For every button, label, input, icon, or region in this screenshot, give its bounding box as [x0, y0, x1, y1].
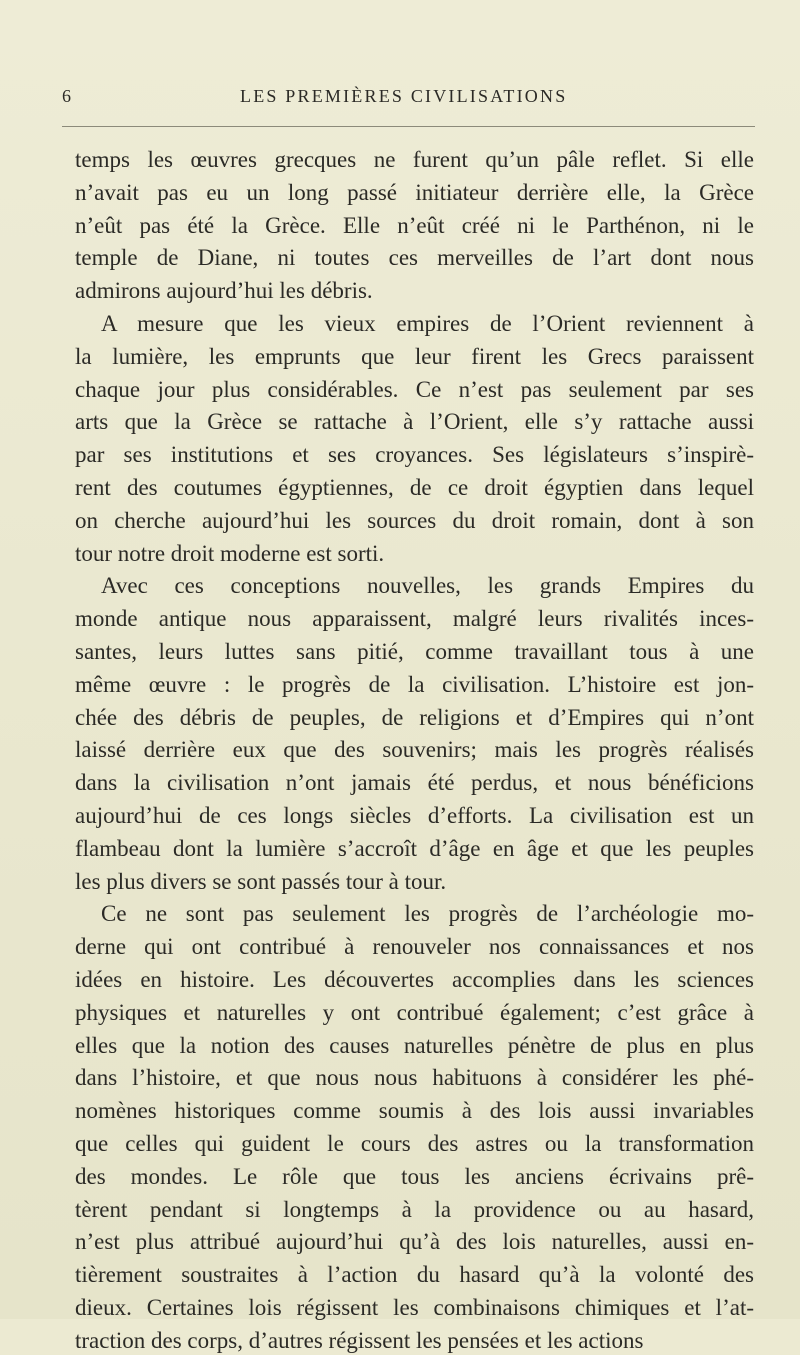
page-header [62, 86, 762, 116]
text-line: la lumière, les emprunts que leur firent les Grecs paraissent [75, 343, 754, 369]
text-line: tour notre droit moderne est sorti. [75, 540, 385, 566]
text-line: n’eût pas été la Grèce. Elle n’eût créé ni le Parthénon, ni le [75, 212, 754, 238]
text-line: traction des corps, d’autres régissent les pensées et les actions [75, 1327, 644, 1353]
running-title: LES PREMIÈRES CIVILISATIONS [240, 86, 568, 106]
text-line: rent des coutumes égyptiennes, de ce droit égyptien dans lequel [75, 475, 754, 500]
text-line: A mesure que les vieux empires de l’Orient reviennent à [101, 311, 754, 336]
text-line: dieux. Certaines lois régissent les combinaisons chimiques et l’at- [75, 1295, 754, 1320]
text-line: dans l’histoire, et que nous nous habituons à considérer les phé- [75, 1065, 754, 1091]
text-line: que celles qui guident le cours des astres ou la transformation [75, 1131, 754, 1156]
text-line: chée des débris de peuples, de religions et d’Empires qui n’ont [75, 704, 754, 730]
text-line: Avec ces conceptions nouvelles, les grands Empires du [101, 573, 754, 599]
text-line: physiques et naturelles y ont contribué également; c’est grâce à [75, 999, 754, 1025]
text-line: laissé derrière eux que des souvenirs; mais les progrès réalisés [75, 737, 754, 763]
text-line: même œuvre : le progrès de la civilisation. L’histoire est jon- [75, 671, 754, 697]
text-line: n’est plus attribué aujourd’hui qu’à des lois naturelles, aussi en- [75, 1229, 754, 1255]
text-line: par ses institutions et ses croyances. Ses législateurs s’inspirè- [75, 442, 754, 468]
text-line: tièrement soustraites à l’action du hasard qu’à la volonté des [75, 1262, 754, 1288]
text-line: on cherche aujourd’hui les sources du droit romain, dont à son [75, 507, 754, 533]
text-line: n’avait pas eu un long passé initiateur derrière elle, la Grèce [75, 179, 754, 205]
text-line: chaque jour plus considérables. Ce n’est pas seulement par ses [75, 376, 754, 402]
text-line: idées en histoire. Les découvertes accomplies dans les sciences [75, 967, 754, 992]
text-line: nomènes historiques comme soumis à des lois aussi invariables [75, 1098, 754, 1124]
text-line: monde antique nous apparaissent, malgré leurs rivalités inces- [75, 606, 754, 632]
text-line: temps les œuvres grecques ne furent qu’un pâle reflet. Si elle [75, 147, 754, 172]
text-line: des mondes. Le rôle que tous les anciens écrivains prê- [75, 1163, 754, 1189]
text-line: les plus divers se sont passés tour à tour. [75, 868, 447, 894]
text-line: santes, leurs luttes sans pitié, comme travaillant tous à une [75, 639, 754, 664]
text-line: elles que la notion des causes naturelles pénètre de plus en plus [75, 1032, 754, 1058]
text-line: Ce ne sont pas seulement les progrès de l’archéologie mo- [101, 901, 754, 927]
text-line: flambeau dont la lumière s’accroît d’âge en âge et que les peuples [75, 835, 754, 861]
text-line: derne qui ont contribué à renouveler nos connaissances et nos [75, 934, 754, 960]
text-line: tèrent pendant si longtemps à la providence ou au hasard, [75, 1196, 754, 1222]
text-line: aujourd’hui de ces longs siècles d’efforts. La civilisation est un [75, 803, 754, 828]
text-line: dans la civilisation n’ont jamais été perdus, et nous bénéficions [75, 770, 754, 796]
text-line: temple de Diane, ni toutes ces merveilles de l’art dont nous [75, 245, 754, 271]
header-rule [62, 126, 755, 127]
page-number: 6 [62, 86, 74, 106]
text-line: admirons aujourd’hui les débris. [75, 278, 373, 304]
text-line: arts que la Grèce se rattache à l’Orient, elle s’y rattache aussi [75, 409, 754, 435]
